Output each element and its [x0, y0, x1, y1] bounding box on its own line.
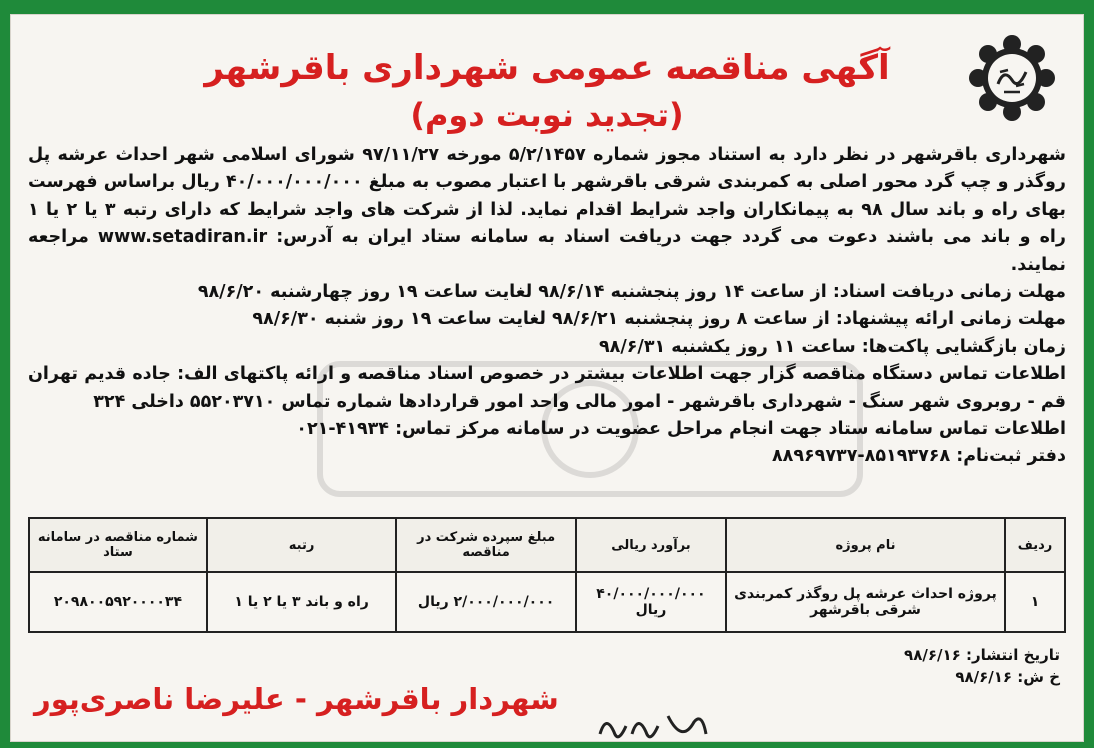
cell-estimate: ۴۰/۰۰۰/۰۰۰/۰۰۰ ریال: [576, 572, 726, 632]
table-header-row: [29, 518, 1065, 572]
contact-info: اطلاعات تماس دستگاه مناقصه گزار جهت اطلاعات بیشتر در خصوص اسناد مناقصه و ارائه پاکتهای الف: جاده قدیم تهران قم - روبروی شهر سنگ - شهرداری باقرشهر - امور مالی واحد امور قراردادها شماره تماس ۵۵۲۰۳۷۱۰ داخلی ۳۲۴: [28, 364, 1066, 412]
header-rank: رتبه: [207, 518, 396, 572]
notice-body: [28, 142, 1066, 471]
table-row: [29, 572, 1065, 632]
handwritten-number-icon: [592, 704, 712, 742]
cell-rank: راه و باند ۳ یا ۲ یا ۱: [207, 572, 396, 632]
cell-tender-number: ۲۰۹۸۰۰۵۹۲۰۰۰۰۳۴: [29, 572, 207, 632]
kh-sh-date: خ ش: ۹۸/۶/۱۶: [955, 668, 1060, 686]
publication-dates: [904, 644, 1060, 688]
setad-contact-info: اطلاعات تماس سامانه ستاد جهت انجام مراحل عضویت در سامانه مرکز تماس: ۴۱۹۳۴-۰۲۱: [296, 419, 1066, 440]
header-row-number: ردیف: [1005, 518, 1065, 572]
tender-notice: [10, 14, 1084, 742]
header-tender-number: شماره مناقصه در سامانه ستاد: [29, 518, 207, 572]
header-deposit: مبلغ سپرده شرکت در مناقصه: [396, 518, 576, 572]
header-project-name: نام پروژه: [726, 518, 1005, 572]
registration-office: دفتر ثبت‌نام: ۸۵۱۹۳۷۶۸-۸۸۹۶۹۷۳۷: [771, 446, 1066, 467]
document-deadline: مهلت زمانی دریافت اسناد: از ساعت ۱۴ روز پنجشنبه ۹۸/۶/۱۴ لغایت ساعت ۱۹ روز چهارشنبه ۹۸/۶/۲۰: [197, 282, 1066, 303]
cell-row-number: ۱: [1005, 572, 1065, 632]
opening-time: زمان بازگشایی پاکت‌ها: ساعت ۱۱ روز یکشنبه ۹۸/۶/۳۱: [599, 336, 1066, 357]
cell-deposit: ۲/۰۰۰/۰۰۰/۰۰۰ ریال: [396, 572, 576, 632]
notice-subtitle: (تجدید نوبت دوم): [410, 96, 684, 134]
intro-paragraph: [28, 142, 1066, 279]
intro-end-text: مراجعه نمایند.: [28, 227, 1066, 275]
offer-deadline: مهلت زمانی ارائه پیشنهاد: از ساعت ۸ روز پنجشنبه ۹۸/۶/۲۱ لغایت ساعت ۱۹ روز شنبه ۹۸/۶/۳۰: [252, 309, 1066, 330]
project-table: [28, 517, 1066, 633]
notice-title: آگهی مناقصه عمومی شهرداری باقرشهر: [204, 48, 890, 88]
header-estimate: برآورد ریالی: [576, 518, 726, 572]
setad-url-link[interactable]: www.setadiran.ir: [97, 227, 268, 248]
publish-date: تاریخ انتشار: ۹۸/۶/۱۶: [904, 646, 1060, 664]
cell-project-name: پروژه احداث عرشه پل روگذر کمربندی شرقی باقرشهر: [726, 572, 1005, 632]
intro-text: شهرداری باقرشهر در نظر دارد به استناد مجوز شماره ۵/۲/۱۴۵۷ مورخه ۹۷/۱۱/۲۷ شورای اسلامی شهر احداث عرشه پل روگذر و چپ گرد محور اصلی به کمربندی شرقی باقرشهر با اعتبار مصوب به مبلغ ۴۰/۰۰۰/۰۰۰/۰۰۰ ریال براساس فهرست بهای راه و باند سال ۹۸ به پیمانکاران واجد شرایط اقدام نماید. لذا از شرکت های واجد شرایط که دارای رتبه ۳ یا ۲ یا ۱ راه و باند می باشند دعوت می گردد جهت دریافت اسناد به سامانه ستاد ایران به آدرس:: [28, 145, 1067, 248]
municipality-logo-icon: [968, 34, 1056, 122]
mayor-signature: شهردار باقرشهر - علیرضا ناصری‌پور: [34, 682, 559, 716]
